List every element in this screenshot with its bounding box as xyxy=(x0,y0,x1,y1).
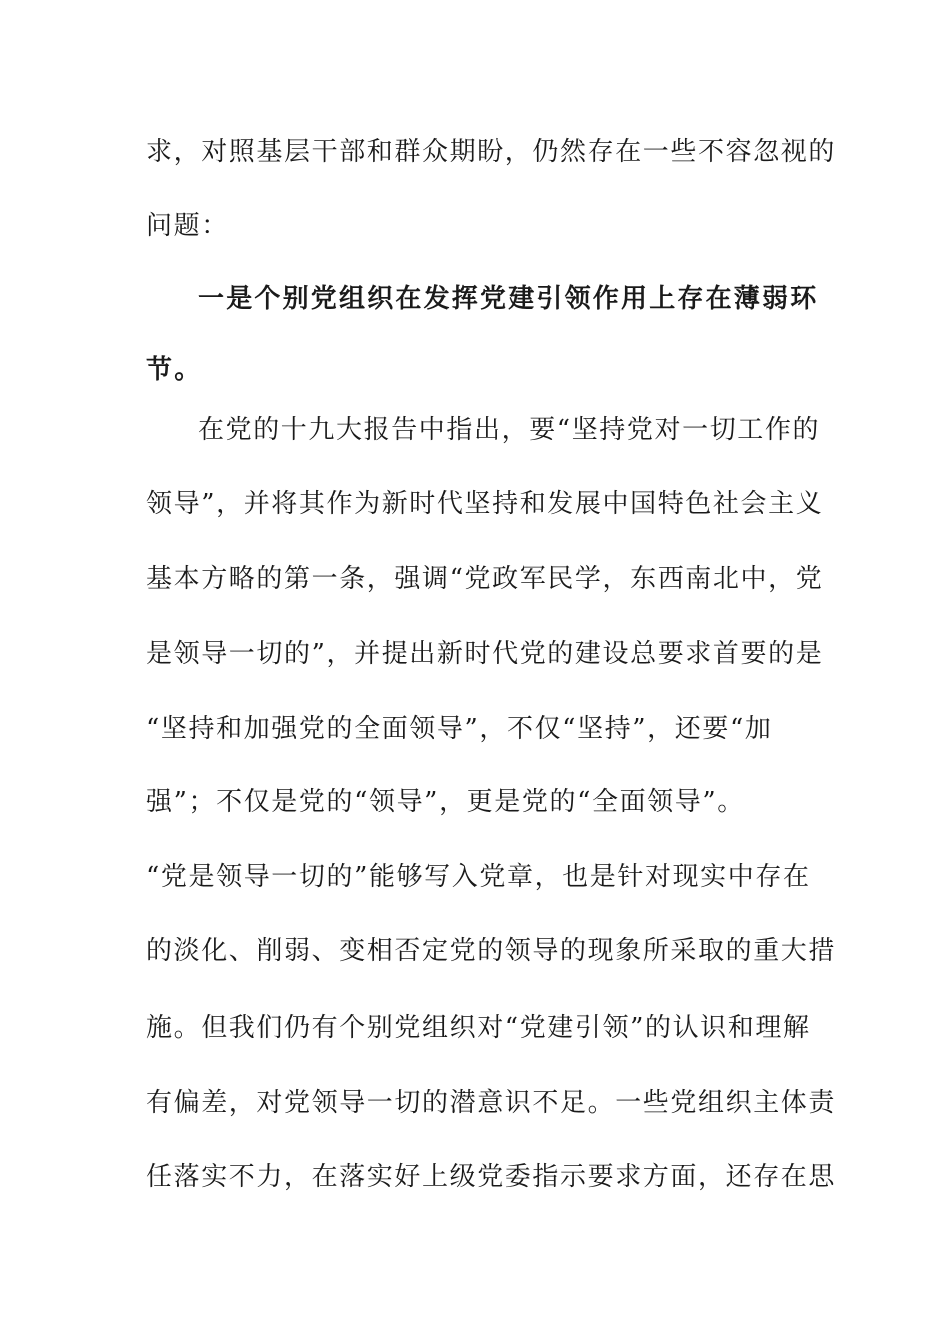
paragraph-line: 强”；不仅是党的“领导”，更是党的“全面领导”。 xyxy=(146,787,745,817)
paragraph-line: 施。但我们仍有个别党组织对“党建引领”的认识和理解 xyxy=(146,1013,811,1043)
paragraph-line: 的淡化、削弱、变相否定党的领导的现象所采取的重大措 xyxy=(146,936,837,966)
paragraph-line: 领导”，并将其作为新时代坚持和发展中国特色社会主义 xyxy=(146,489,824,519)
paragraph-line: 基本方略的第一条，强调“党政军民学，东西南北中，党 xyxy=(146,564,824,594)
paragraph-line: 是领导一切的”，并提出新时代党的建设总要求首要的是 xyxy=(146,639,824,669)
section-heading-line: 一是个别党组织在发挥党建引领作用上存在薄弱环 xyxy=(198,284,819,314)
paragraph-line: 任落实不力，在落实好上级党委指示要求方面，还存在思 xyxy=(146,1162,837,1192)
paragraph-line: 问题： xyxy=(146,211,229,241)
section-heading-line: 节。 xyxy=(146,355,203,385)
paragraph-line: 有偏差，对党领导一切的潜意识不足。一些党组织主体责 xyxy=(146,1088,837,1118)
paragraph-line: 在党的十九大报告中指出，要“坚持党对一切工作的 xyxy=(198,415,821,445)
paragraph-line: “党是领导一切的”能够写入党章，也是针对现实中存在 xyxy=(146,862,811,892)
paragraph-line: “坚持和加强党的全面领导”，不仅“坚持”，还要“加 xyxy=(146,714,773,744)
paragraph-line: 求，对照基层干部和群众期盼，仍然存在一些不容忽视的 xyxy=(146,137,837,167)
